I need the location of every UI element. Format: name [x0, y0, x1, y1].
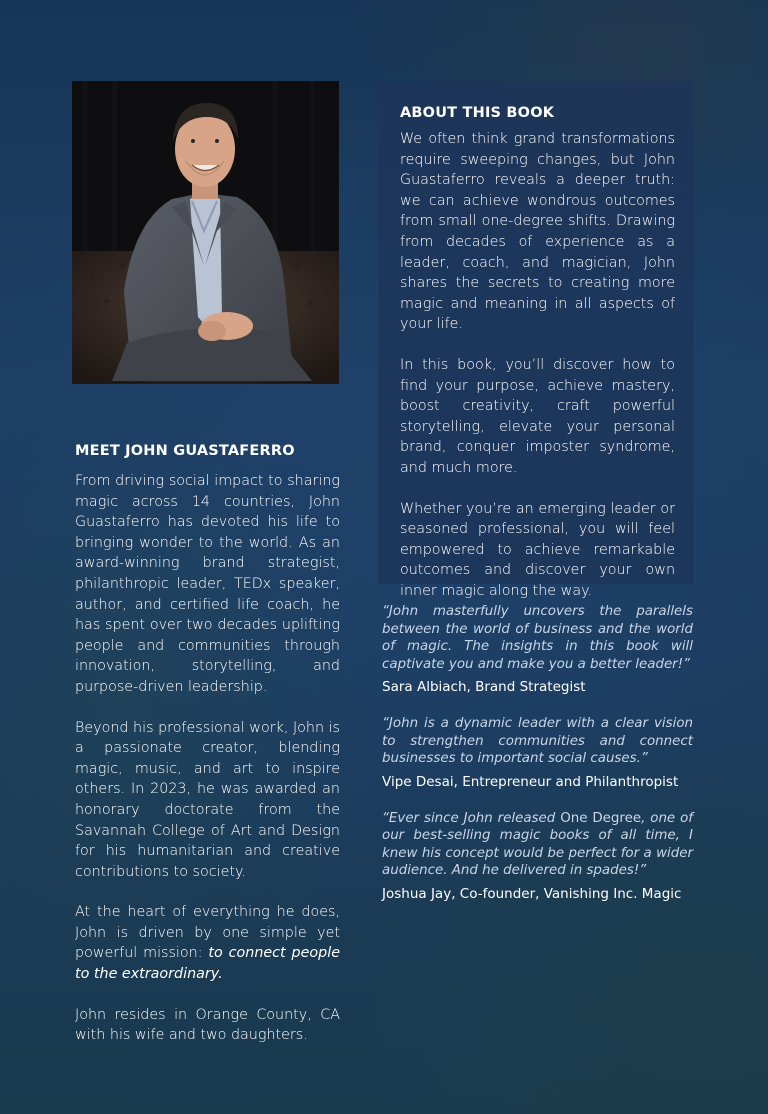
testimonial-text: “John masterfully uncovers the parallels between the world of business and the world of magic. The insights in this book will captivate you and make you a better leader!” [382, 604, 693, 672]
about-paragraph-1: We often think grand transformations require sweeping changes, but John Guastaferro reveals a deeper truth: we can achieve wondrous outcomes from small one-degree shifts. Drawing from decades of experience as a leader, coach, and magician, John shares the secrets to creating more magic and meaning in all aspects of your life. [400, 131, 675, 333]
testimonial [382, 810, 693, 902]
mission-intro: At the heart of everything he does, John is driven by one simple yet powerful mission: [75, 904, 340, 962]
testimonial-text-end: , one of our best-selling magic books of all time, I knew his concept would be perfect for a wider audience. And he delivered in spades!” [382, 810, 693, 878]
testimonial-author: Joshua Jay, Co-founder, Vanishing Inc. Magic [382, 885, 682, 902]
testimonial-text: “John is a dynamic leader with a clear vision to strengthen communities and connect businesses to important social causes.” [382, 716, 693, 766]
testimonial-author: Sara Albiach, Brand Strategist [382, 679, 586, 695]
meet-paragraph-2: Beyond his professional work, John is a passionate creator, blending magic, music, and art to inspire others. In 2023, he was awarded an honorary doctorate from the Savannah College of Art and Design for his humanitarian and creative contributions to society. [75, 719, 340, 880]
mission-statement: to connect people to the extraordinary. [75, 945, 340, 983]
testimonials [382, 603, 693, 922]
author-portrait-illustration [72, 81, 339, 384]
about-paragraph-2: In this book, you’ll discover how to find your purpose, achieve mastery, boost creativity, craft powerful storytelling, elevate your personal brand, conquer imposter syndrome, and much more. [400, 356, 675, 476]
about-book-section [400, 105, 675, 621]
testimonial-text-start: “Ever since John released [382, 810, 561, 826]
author-photo [72, 81, 339, 384]
testimonial-text [382, 810, 693, 880]
meet-paragraph-3 [75, 902, 340, 984]
testimonial-author: Vipe Desai, Entrepreneur and Philanthropist [382, 773, 679, 790]
testimonial [382, 715, 693, 790]
meet-paragraph-1: From driving social impact to sharing magic across 14 countries, John Guastaferro has devoted his life to bringing wonder to the world. As an award-winning brand strategist, philanthropic leader, TEDx speaker, author, and certified life coach, he has spent over two decades uplifting people and communities through innovation, storytelling, and purpose-driven leadership. [75, 473, 340, 695]
testimonial [382, 603, 693, 695]
about-paragraph-3: Whether you’re an emerging leader or seasoned professional, you will feel empowered to achieve remarkable outcomes and discover your own inner magic along the way. [400, 500, 675, 599]
meet-author-section [75, 443, 340, 1066]
meet-heading: MEET JOHN GUASTAFERRO [75, 443, 295, 459]
about-heading: ABOUT THIS BOOK [400, 105, 555, 121]
book-title: One Degree [560, 810, 642, 826]
meet-paragraph-4: John resides in Orange County, CA with his wife and two daughters. [75, 1006, 340, 1044]
